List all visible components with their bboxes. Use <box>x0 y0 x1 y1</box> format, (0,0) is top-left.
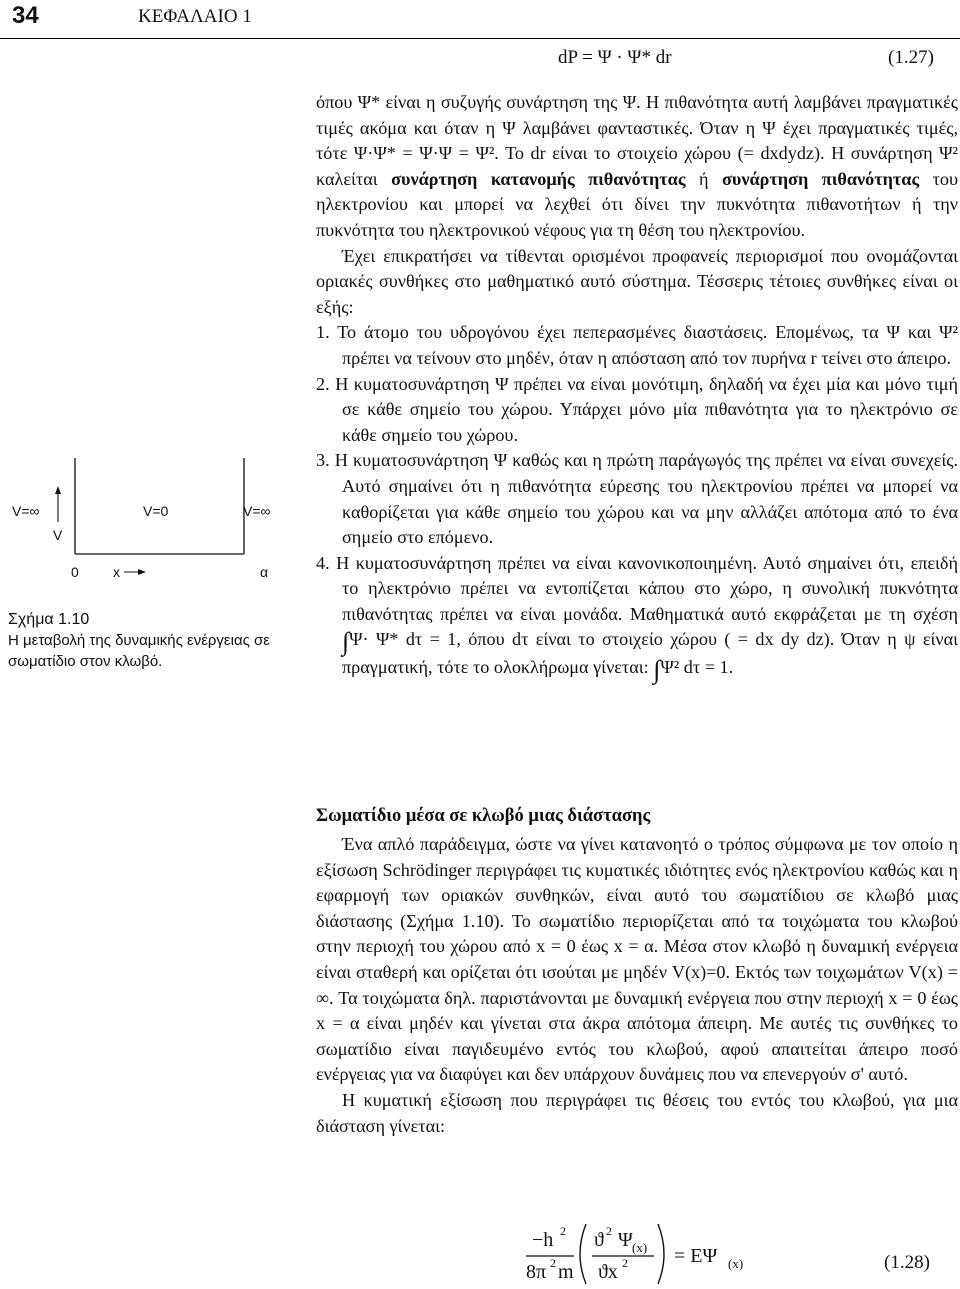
paragraph-boundary-conditions: Έχει επικρατήσει να τίθενται ορισμένοι προφανείς περιορισμοί που ονομάζονται οριακές συνθήκες στο μαθηματικό αυτό σύστημα. Τέσσερις τέτοιες συνθήκες είναι οι εξής: <box>316 245 958 317</box>
v-arrow-head <box>55 486 61 494</box>
equation-1-27: dP = Ψ · Ψ* dr <box>558 47 672 68</box>
eq-exp-pi: 2 <box>550 1256 556 1270</box>
eq-psi: Ψ <box>618 1229 633 1251</box>
list-text: Το άτομο του υδρογόνου έχει πεπερασμένες διαστάσεις. Επομένως, τα Ψ και Ψ² πρέπει να τείνουν στο μηδέν, όταν η απόσταση από τον πυρήνα r τείνει στο άπειρο. <box>337 322 959 368</box>
para1-term-1: συνάρτηση κατανομής πιθανότητας <box>391 168 686 189</box>
real-integral: Ψ² dτ = 1. <box>660 657 734 678</box>
eq-psi-subscript: (x) <box>632 1240 648 1255</box>
integral-sign: ∫ <box>342 627 350 657</box>
eq-exp-partial: 2 <box>606 1224 612 1238</box>
figure-caption <box>8 609 298 672</box>
header-rule <box>0 38 960 39</box>
list-item-1 <box>316 320 958 371</box>
list-number: 4. <box>316 552 330 573</box>
section-heading: Σωματίδιο μέσα σε κλωβό μιας διάστασης <box>316 806 651 826</box>
label-v: V <box>53 527 63 543</box>
equation-number-1-28: (1.28) <box>884 1252 930 1273</box>
label-alpha: α <box>260 564 269 580</box>
label-v-zero: V=0 <box>143 503 169 519</box>
label-zero: 0 <box>71 564 79 580</box>
list-text: Η κυματοσυνάρτηση πρέπει να είναι κανονικοποιημένη. Αυτό σημαίνει ότι, επειδή το ηλεκτρόνιο πρέπει να εντοπίζεται κάπου στο χώρο, η συνολική πυκνότητα πιθανότητας πρέπει να είναι μονάδα. Μαθηματικά αυτό εκφράζεται με τη σχέση <box>336 552 958 624</box>
equation-number-1-27: (1.27) <box>888 47 934 68</box>
para1-term-2: συνάρτηση πιθανότητας <box>722 168 920 189</box>
chapter-title: ΚΕΦΑΛΑΙΟ 1 <box>138 6 252 27</box>
eq-partial-top: ϑ <box>594 1229 604 1251</box>
left-paren <box>580 1224 586 1284</box>
main-text-lower <box>316 832 958 1139</box>
right-paren <box>658 1224 664 1284</box>
caption-title: Σχήμα 1.10 <box>8 611 90 628</box>
paragraph-wave-equation: Η κυματική εξίσωση που περιγράφει τις θέσεις του εντός του κλωβού, για μια διάσταση γίνεται: <box>316 1089 958 1136</box>
eq-den-m: m <box>558 1261 574 1283</box>
list-item-4 <box>316 551 958 683</box>
paragraph-probability <box>316 90 958 244</box>
caption-text: Η μεταβολή της δυναμικής ενέργειας σε σωματίδιο στον κλωβό. <box>8 632 270 670</box>
paragraph-particle-in-box: Ένα απλό παράδειγμα, ώστε να γίνει κατανοητό ο τρόπος σύμφωνα με τον οποίο η εξίσωση Schrödinger περιγράφει τις κυματικές ιδιότητες ενός ηλεκτρονίου καθώς και η εφαρμογή των οριακών συνθηκών, είναι αυτό του σωματίδιου σε κλωβό μιας διάστασης (Σχήμα 1.10). Το σωματίδιο περιορίζεται από τα τοιχώματα του κλωβού στην περιοχή του χώρου από x = 0 έως x = α. Μέσα στον κλωβό η δυναμική ενέργεια είναι σταθερή και ορίζεται ότι ισούται με μηδέν V(x)=0. Εκτός των τοιχωμάτων V(x) = ∞. Τα τοιχώματα δηλ. παριστάνονται με δυναμική ενέργεια που στην περιοχή x = 0 έως x = α είναι μηδέν και γίνεται στα άκρα απότομα άπειρη. Με αυτές τις συνθήκες το σωματίδιο είναι παγιδευμένο εντός του κλωβού, αφού απαιτείται άπειρο ποσό ενέργειας για να διαφύγει και δεν υπάρχουν δυνάμεις που να επενεργούν σ' αυτό. <box>316 834 958 1085</box>
eq-exp-x: 2 <box>622 1256 628 1270</box>
x-arrow-head <box>138 569 146 575</box>
list-number: 2. <box>316 373 330 394</box>
para1-end: του ηλεκτρονίου και μπορεί να λεχθεί ότι δίνει την πυκνότητα πιθανοτήτων ή την πυκνότητα του ηλεκτρονικού νέφους για τη θέση του ηλεκτρονίου. <box>316 168 959 240</box>
list-text: Η κυματοσυνάρτηση Ψ καθώς και η πρώτη παράγωγός της πρέπει να είναι συνεχείς. Αυτό σημαίνει ότι η πιθανότητα εύρεσης του ηλεκτρονίου πρέπει να μπορεί να καθορίζεται για κάθε σημείο του χώρου και να μην αλλάζει απότομα από το ένα σημείο στο επόμενο. <box>334 450 959 548</box>
list-number: 3. <box>316 450 330 471</box>
potential-well-figure <box>0 446 300 586</box>
eq-den-pi: 8π <box>526 1261 547 1283</box>
list-number: 1. <box>316 322 330 343</box>
list-item-2 <box>316 372 958 449</box>
label-x: x <box>113 564 120 580</box>
eq-partial-bottom: ϑx <box>598 1261 618 1283</box>
label-v-infinity-right: V=∞ <box>243 503 271 519</box>
eq-exp-h: 2 <box>560 1224 566 1238</box>
para1-text: όπου Ψ* είναι η συζυγής συνάρτηση της Ψ. Η πιθανότητα αυτή λαμβάνει πραγματικές τιμές ακόμα και όταν η Ψ λαμβάνει φανταστικές. Όταν η Ψ έχει πραγματικές τιμές, τότε Ψ·Ψ* = Ψ·Ψ = Ψ². Το dr είναι το στοιχείο χώρου (= dxdydz). Η συνάρτηση Ψ² καλείται <box>316 92 958 189</box>
eq-num-h: −h <box>532 1229 554 1251</box>
eq-rhs: = EΨ <box>674 1245 718 1267</box>
eq-rhs-subscript: (x) <box>728 1256 744 1271</box>
list-item-3 <box>316 448 958 550</box>
list-text: Η κυματοσυνάρτηση Ψ πρέπει να είναι μονότιμη, δηλαδή να έχει μία και μόνο τιμή σε κάθε σημείο του χώρου. Υπάρχει μόνο μία πιθανότητα για το ηλεκτρόνιο σε κάθε σημείο του χώρου. <box>335 373 959 445</box>
list-text-continued: , όπου dτ είναι το στοιχείο χώρου ( = dx dy dz). Όταν η ψ είναι πραγματική, τότε το ολοκλήρωμα γίνεται: <box>342 629 958 678</box>
main-text-upper <box>316 90 958 683</box>
page-number: 34 <box>12 2 39 29</box>
integral-sign: ∫ <box>653 655 661 685</box>
label-v-infinity-left: V=∞ <box>12 503 40 519</box>
para1-or: ή <box>699 168 709 189</box>
equation-1-28 <box>524 1218 784 1288</box>
normalization-integral: Ψ· Ψ* dτ = 1 <box>349 629 457 650</box>
